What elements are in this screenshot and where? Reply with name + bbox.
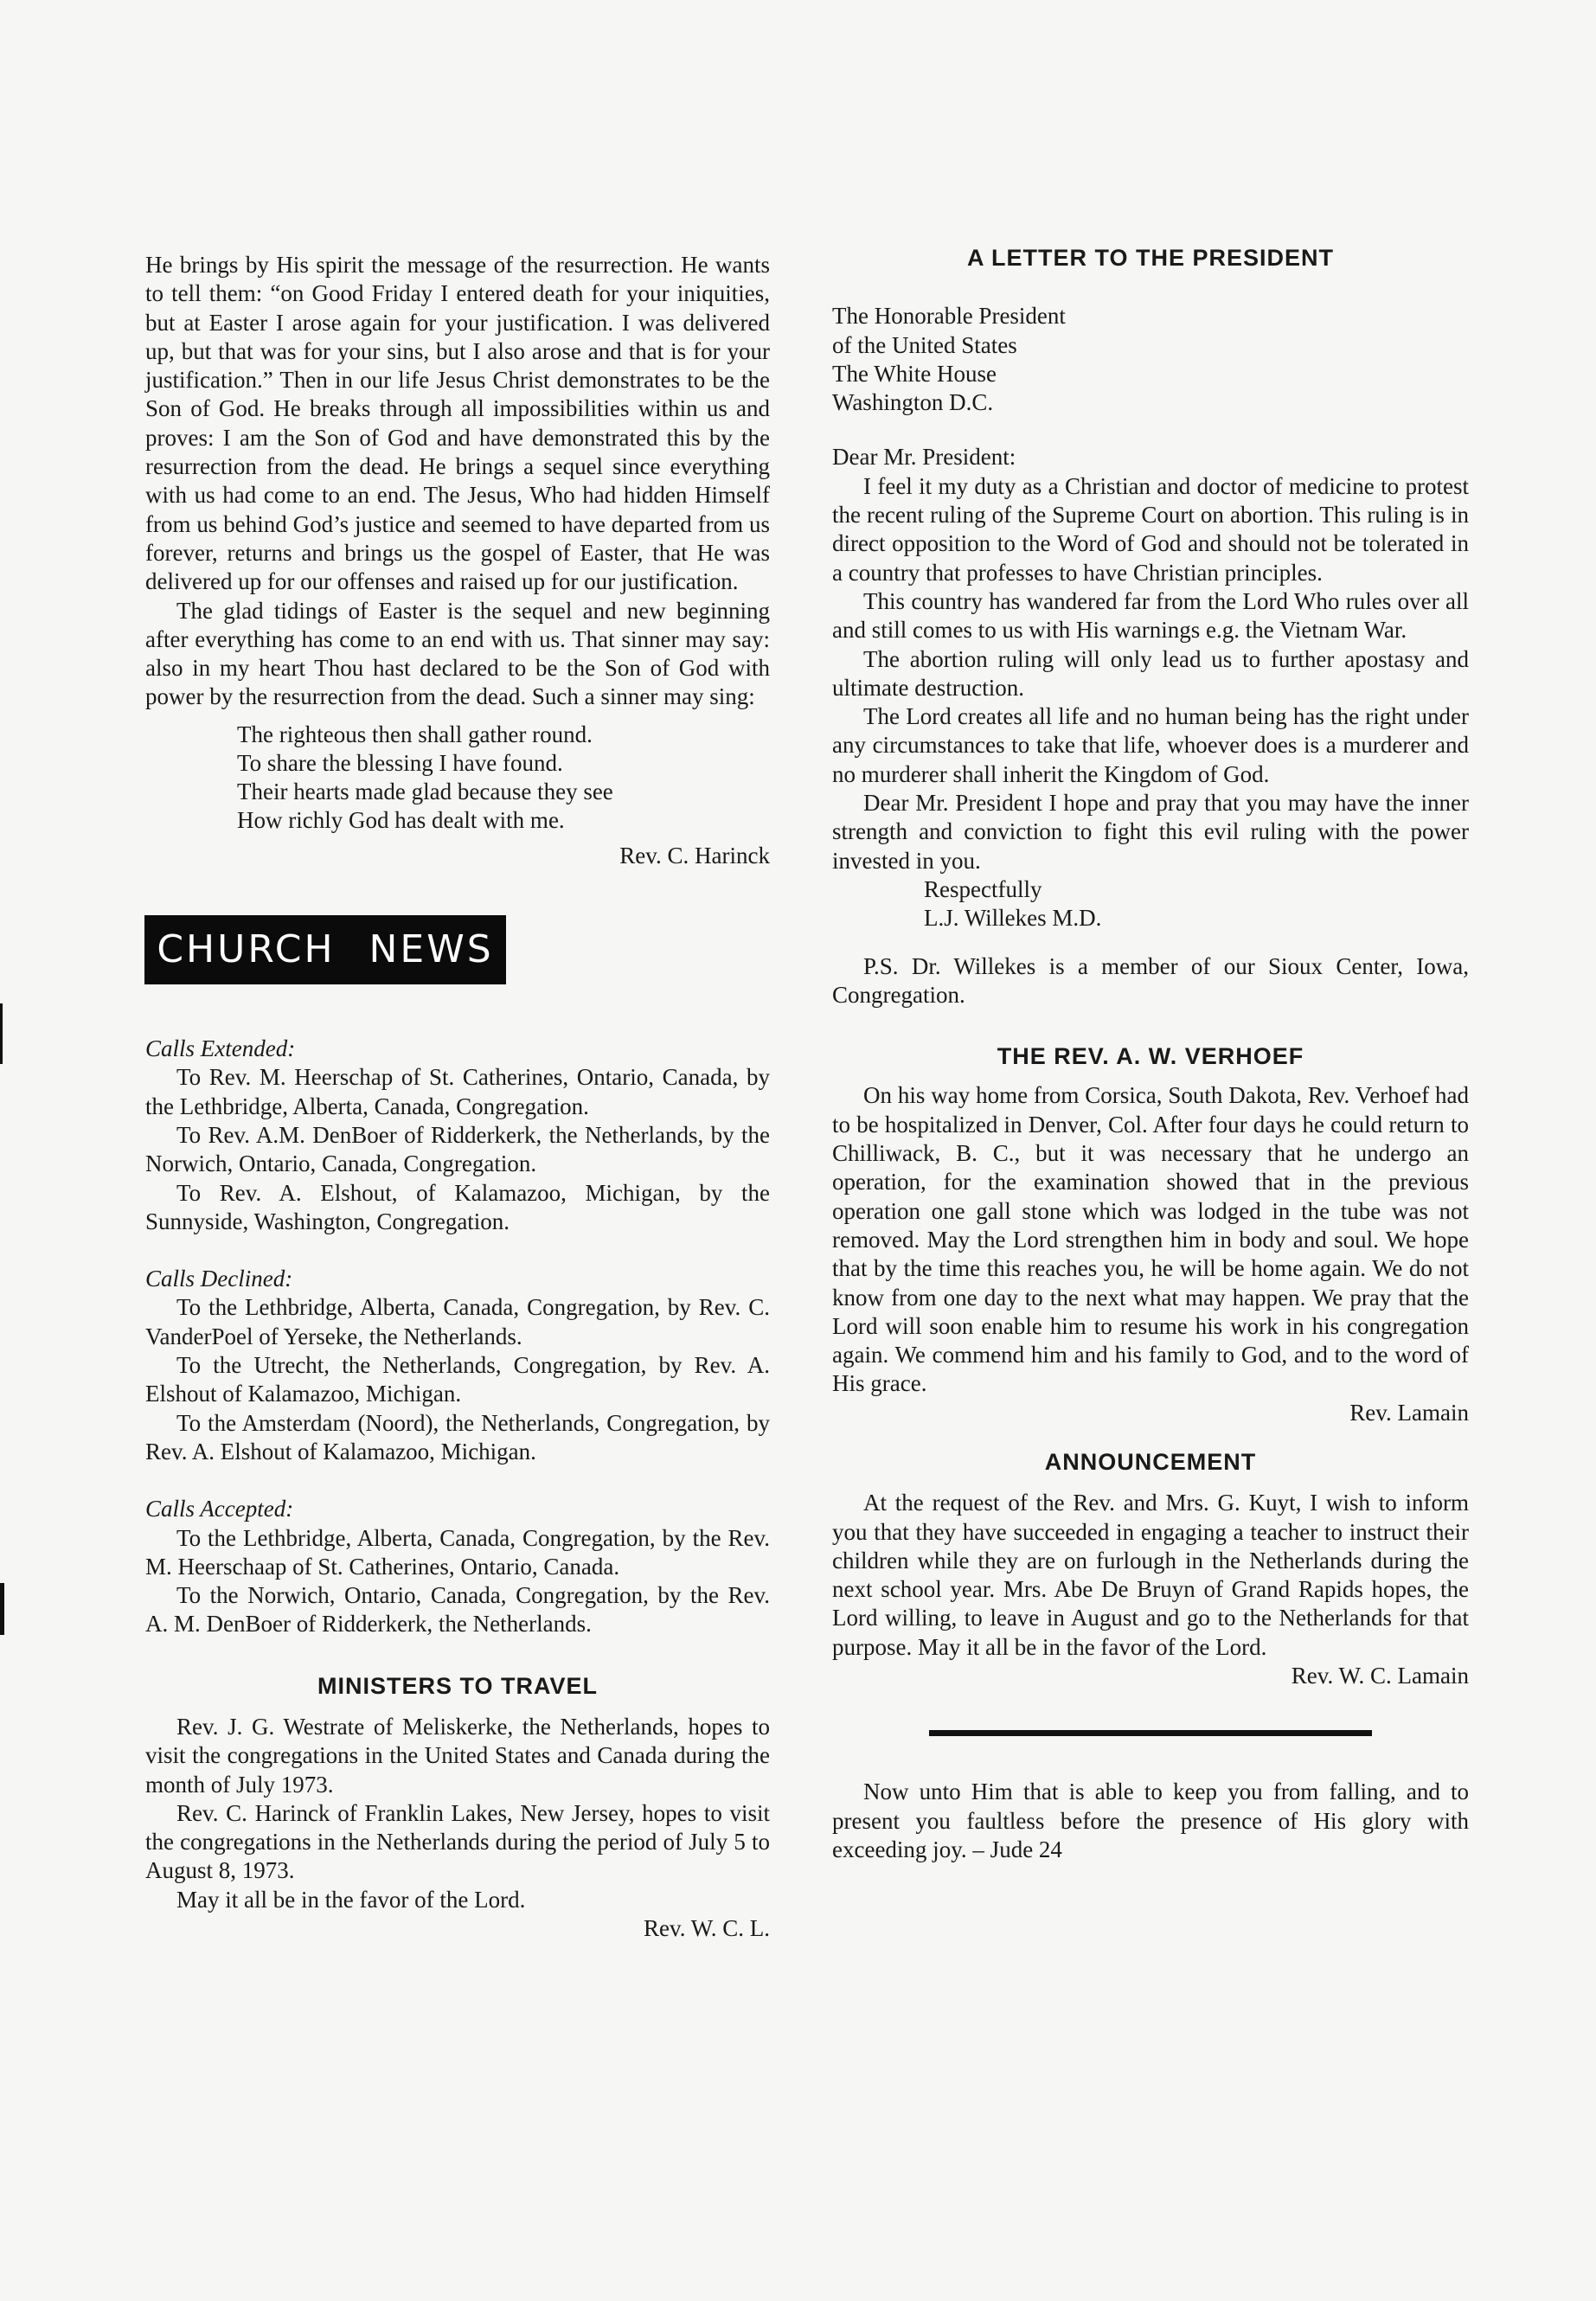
calls-declined-heading: Calls Declined: [145,1266,293,1292]
poem-line: Their hearts made glad because they see [237,778,613,804]
church-news-banner: CHURCH NEWS [144,915,506,984]
poem-line: How richly God has dealt with me. [237,806,565,833]
closing-verse: Now unto Him that is able to keep you from falling, and to present you faultless before the presence of His glory with exceeding joy. – Jude 24 [832,1779,1469,1862]
poem-line: The righteous then shall gather round. [237,721,593,747]
ministers-paragraph: Rev. J. G. Westrate of Meliskerke, the Netherlands, hopes to visit the congregations in the United States and Canada during the month of July 1973. [145,1713,770,1798]
news-item: To the Norwich, Ontario, Canada, Congregation, by the Rev. A. M. DenBoer of Ridderkerk, the Netherlands. [145,1582,770,1638]
easter-paragraph-2: The glad tidings of Easter is the sequel and new beginning after everything has come to an end with us. That sinner may say: also in my heart Thou hast declared to be the Son of God with power by the resurrection from the dead. Such a sinner may sing: [145,597,770,710]
scan-edge [0,1583,4,1635]
left-column [145,251,770,1943]
address-line: The Honorable President [832,303,1066,330]
ministers-paragraph: Rev. C. Harinck of Franklin Lakes, New Jersey, hopes to visit the congregations in the Netherlands during the period of July 5 to August 8, 1973. [145,1799,770,1884]
letter-paragraph: The Lord creates all life and no human being has the right under any circumstances to take that life, whoever does is a murderer and no murderer shall inherit the Kingdom of God. [832,703,1469,787]
news-item: To the Amsterdam (Noord), the Netherlands, Congregation, by Rev. A. Elshout of Kalamazoo, Michigan. [145,1409,770,1465]
salutation: Dear Mr. President: [832,444,1016,471]
announcement-body: At the request of the Rev. and Mrs. G. Kuyt, I wish to inform you that they have succeeded in engaging a teacher to instruct their children while they are on furlough in the Netherlands during the next school year. Mrs. Abe De Bruyn of Grand Rapids hopes, the Lord willing, to leave in August and go to the Netherlands for that purpose. May it all be in the favor of the Lord. [832,1490,1469,1660]
news-item: To Rev. A. Elshout, of Kalamazoo, Michigan, by the Sunnyside, Washington, Congregation. [145,1179,770,1234]
letter-paragraph: I feel it my duty as a Christian and doctor of medicine to protest the recent ruling of the Supreme Court on abortion. This ruling is in direct opposition to the Word of God and should not be tolerated in a country that professes to have Christian principles. [832,472,1469,586]
scan-edge [0,1003,3,1064]
divider-rule [929,1730,1372,1736]
calls-extended-heading: Calls Extended: [145,1035,296,1062]
signer: L.J. Willekes M.D. [924,905,1102,932]
verhoef-heading: THE REV. A. W. VERHOEF [997,1043,1304,1070]
ministers-paragraph: May it all be in the favor of the Lord. [176,1886,526,1913]
letter-paragraph: Dear Mr. President I hope and pray that you may have the inner strength and conviction to fight this evil ruling with the power invested in you. [832,790,1469,874]
poem-line: To share the blessing I have found. [237,749,563,776]
address-line: The White House [832,360,997,387]
news-item: To Rev. M. Heerschap of St. Catherines, Ontario, Canada, by the Lethbridge, Alberta, Canada, Congregation. [145,1064,770,1119]
poem [145,721,770,835]
news-item: To the Utrecht, the Netherlands, Congregation, by Rev. A. Elshout of Kalamazoo, Michigan. [145,1352,770,1407]
address-line: of the United States [832,331,1017,358]
postscript: P.S. Dr. Willekes is a member of our Sioux Center, Iowa, Congregation. [832,952,1469,1008]
signature: Rev. Lamain [1349,1399,1469,1426]
signature: Rev. W. C. L. [643,1915,770,1942]
closing: Respectfully [924,875,1042,902]
news-item: To Rev. A.M. DenBoer of Ridderkerk, the Netherlands, by the Norwich, Ontario, Canada, Congregation. [145,1121,770,1177]
news-item: To the Lethbridge, Alberta, Canada, Congregation, by Rev. C. VanderPoel of Yerseke, the Netherlands. [145,1294,770,1349]
letter-paragraph: The abortion ruling will only lead us to further apostasy and ultimate destruction. [832,645,1469,701]
easter-paragraph-1: He brings by His spirit the message of the resurrection. He wants to tell them: “on Good Friday I entered death for your iniquities, but at Easter I arose again for your justification. I was delivered up, but that was for your sins, but I also arose and that is for your justification.” Then in our life Jesus Christ demonstrates to be the Son of God. He breaks through all impossibilities within us and proves: I am the Son of God and have demonstrated this by the resurrection from the dead. He brings a sequel since everything with us had come to an end. The Jesus, Who had hidden Himself from us behind God’s justice and seemed to have departed from us forever, returns and brings us the gospel of Easter, that He was delivered up for our offenses and raised up for our justification. [145,252,770,595]
ministers-heading: MINISTERS TO TRAVEL [317,1672,598,1699]
signature: Rev. W. C. Lamain [1291,1663,1469,1689]
letter-heading: A LETTER TO THE PRESIDENT [966,245,1335,271]
address-line: Washington D.C. [832,389,994,416]
right-column [832,244,1469,1864]
news-item: To the Lethbridge, Alberta, Canada, Congregation, by the Rev. M. Heerschaap of St. Catherines, Ontario, Canada. [145,1524,770,1580]
signature: Rev. C. Harinck [619,842,770,868]
verhoef-body: On his way home from Corsica, South Dakota, Rev. Verhoef had to be hospitalized in Denver, Col. After four days he could return to Chilliwack, B. C., but it was necessary that he undergo an operation, for the examination showed that in the previous operation one gall stone which was lodged in the tube was not removed. May the Lord strengthen him in body and soul. We hope that by the time this reaches you, he will be home again. We do not know from one day to the next what may happen. We pray that the Lord will soon enable him to resume his work in his congregation again. We commend him and his family to God, and to the word of His grace. [832,1082,1469,1397]
letter-paragraph: This country has wandered far from the Lord Who rules over all and still comes to us with His warnings e.g. the Vietnam War. [832,587,1469,644]
calls-accepted-heading: Calls Accepted: [145,1496,294,1522]
address-block [832,302,1469,417]
announcement-heading: ANNOUNCEMENT [1044,1448,1257,1475]
